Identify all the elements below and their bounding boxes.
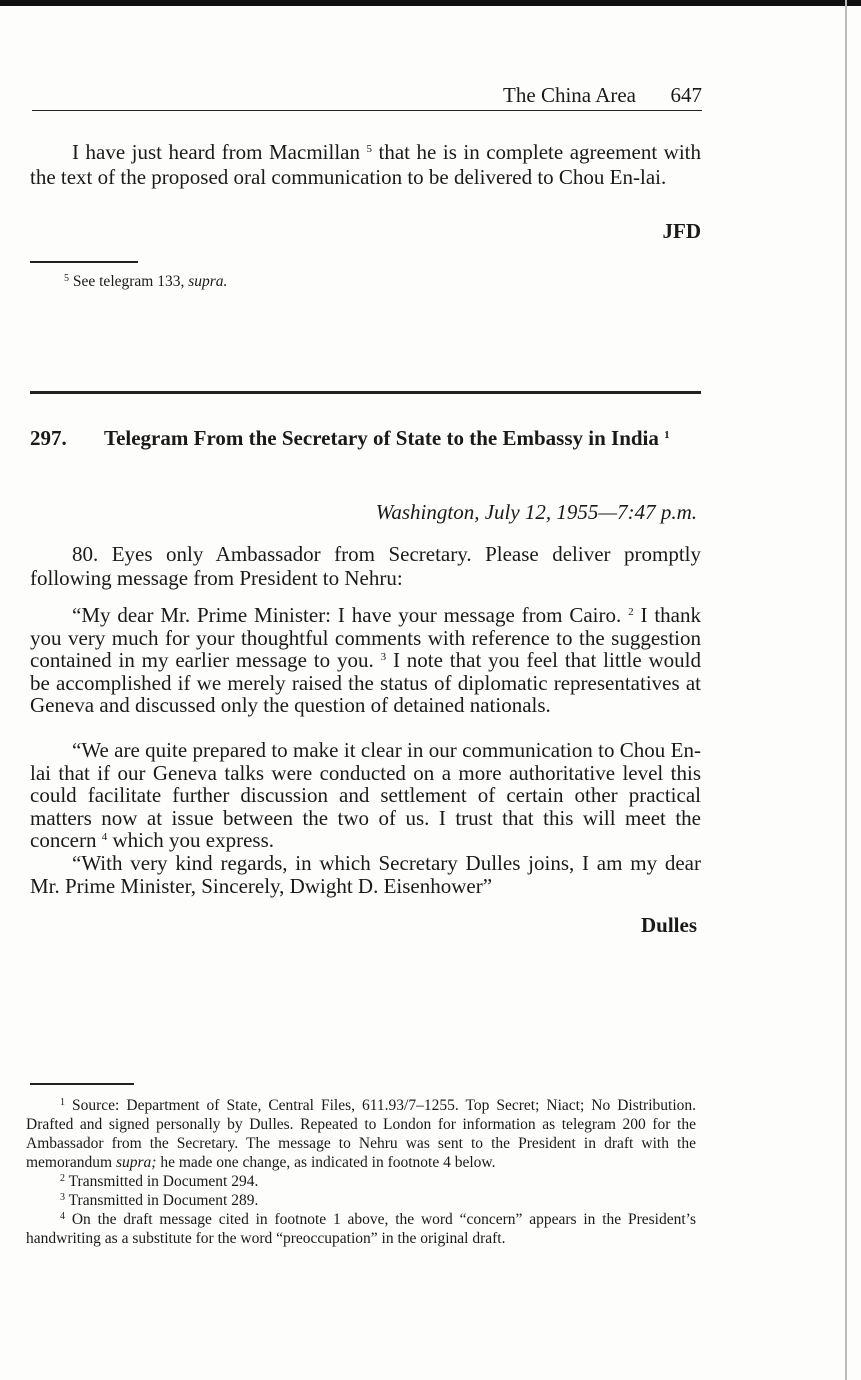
- footnote-ref-4: 4: [101, 831, 108, 843]
- footnote-4: $^4$ On the draft message cited in footnote 1 above, the word “concern” appears in the President’s handwriting as a substitute for the word “preoccupation” in the original draft.: [26, 1211, 696, 1247]
- document-title: Telegram From the Secretary of State to the Embassy in India $^1$: [104, 426, 670, 450]
- footnote-ref-1: 1: [664, 429, 670, 441]
- page-top-edge: [0, 0, 861, 6]
- page-number: 647: [670, 83, 702, 107]
- footnote-ref-3: 3: [380, 651, 387, 663]
- document-separator: [30, 391, 701, 394]
- letter-paragraph-1: “My dear Mr. Prime Minister: I have your message from Cairo. $^2$ I thank you very much for your thoughtful comments with reference to the suggestion contained in my earlier message to you. $^3$ I note that you feel that little would be accomplished if we merely raised the status of diplomatic representatives at Geneva and discussed only the question of detained nationals.: [30, 603, 701, 717]
- letter-paragraph-2: “We are quite prepared to make it clear in our communication to Chou En-lai that if our Geneva talks were conducted on a more authoritative level this could facilitate further discussion and settlement of certain other practical matters now at issue between the two of us. I trust that this will meet the concern $^4$ which you express.: [30, 738, 701, 852]
- footnotes: [26, 1096, 696, 1248]
- prev-doc-paragraph: I have just heard from Macmillan $^5$ that he is in complete agreement with the text of the proposed oral communication to be delivered to Chou En-lai.: [30, 140, 701, 189]
- footnote-rule: [30, 261, 138, 263]
- dateline: Washington, July 12, 1955—7:47 p.m.: [375, 500, 697, 524]
- prev-doc-signature: JFD: [662, 219, 701, 243]
- document-number: 297.: [30, 426, 67, 450]
- footnote-ref-5: 5: [366, 143, 372, 155]
- footnote-1: $^1$ Source: Department of State, Central Files, 611.93/7–1255. Top Secret; Niact; No Distribution. Drafted and signed personally by Dulles. Repeated to London for information as telegram 200 for the Ambassador from the Secretary. The message to Nehru was sent to the President in draft with the memorandum supra; he made one change, as indicated in footnote 4 below.: [26, 1097, 696, 1171]
- telegram-intro: 80. Eyes only Ambassador from Secretary. Please deliver promptly following message from President to Nehru:: [30, 542, 701, 590]
- prev-doc-footnote: $^5$ See telegram 133, supra.: [64, 273, 228, 290]
- telegram-signature: Dulles: [640, 913, 697, 937]
- page-right-edge: [845, 0, 847, 1380]
- running-header: [32, 83, 702, 111]
- footnotes-rule: [30, 1083, 134, 1085]
- section-title: The China Area: [503, 83, 636, 107]
- footnote-3: $^3$ Transmitted in Document 289.: [60, 1192, 259, 1209]
- letter-paragraph-3: “With very kind regards, in which Secretary Dulles joins, I am my dear Mr. Prime Minister, Sincerely, Dwight D. Eisenhower”: [30, 851, 701, 898]
- footnote-2: $^2$ Transmitted in Document 294.: [60, 1173, 259, 1190]
- footnote-ref-2: 2: [628, 606, 634, 618]
